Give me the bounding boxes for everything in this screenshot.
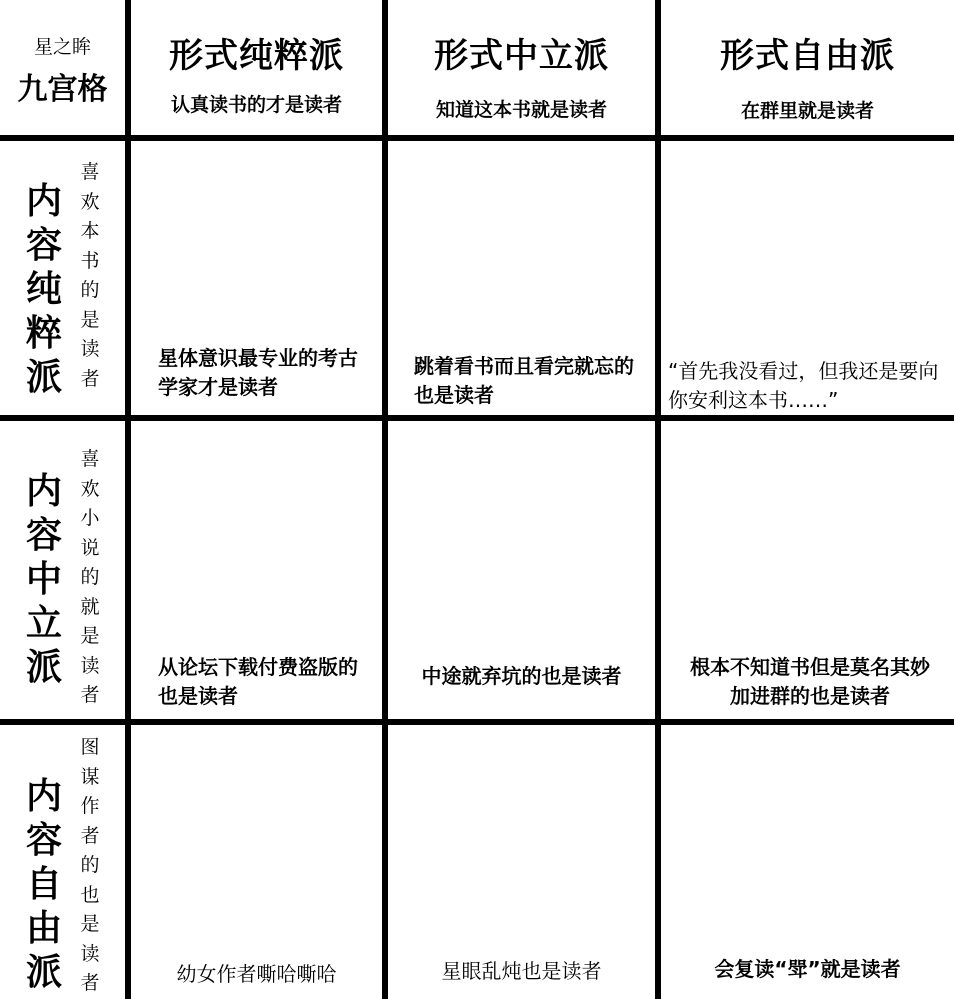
row-title: 内容纯粹派 <box>25 181 62 398</box>
column-title: 形式纯粹派 <box>169 36 344 76</box>
grid-line <box>655 0 661 999</box>
column-subtitle: 知道这本书就是读者 <box>435 99 607 121</box>
cell-text: 中途就弃坑的也是读者 <box>421 664 622 688</box>
row-subtitle: 喜欢本书的是读者 <box>80 161 100 390</box>
cell-text: “首先我没看过，但我还是要向你安利这本书……” <box>668 359 939 412</box>
row-subtitle: 喜欢小说的就是读者 <box>80 448 100 706</box>
cell-text: 幼女作者嘶哈嘶哈 <box>176 962 337 986</box>
grid-line <box>0 719 954 725</box>
column-title: 形式自由派 <box>720 36 895 76</box>
row-title: 内容自由派 <box>25 776 62 993</box>
corner-author: 星之眸 <box>33 36 91 58</box>
grid-line <box>382 0 388 999</box>
cell-text: 根本不知道书但是莫名其妙加进群的也是读者 <box>690 655 930 708</box>
column-subtitle: 认真读书的才是读者 <box>170 94 342 116</box>
grid-line <box>0 135 954 141</box>
cell-text: 从论坛下载付费盗版的也是读者 <box>158 655 358 708</box>
row-subtitle: 图谋作者的也是读者 <box>80 736 100 994</box>
cell-text: 星眼乱炖也是读者 <box>441 959 602 983</box>
cell-text: 星体意识最专业的考古学家才是读者 <box>158 346 358 399</box>
corner-title: 九宫格 <box>17 72 108 107</box>
cell-text: 跳着看书而且看完就忘的也是读者 <box>414 354 634 407</box>
grid-line <box>125 0 131 999</box>
row-title: 内容中立派 <box>25 471 62 688</box>
column-title: 形式中立派 <box>434 36 609 76</box>
grid-line <box>0 415 954 421</box>
column-subtitle: 在群里就是读者 <box>740 100 874 122</box>
cell-text: 会复读“斝”就是读者 <box>714 957 901 981</box>
